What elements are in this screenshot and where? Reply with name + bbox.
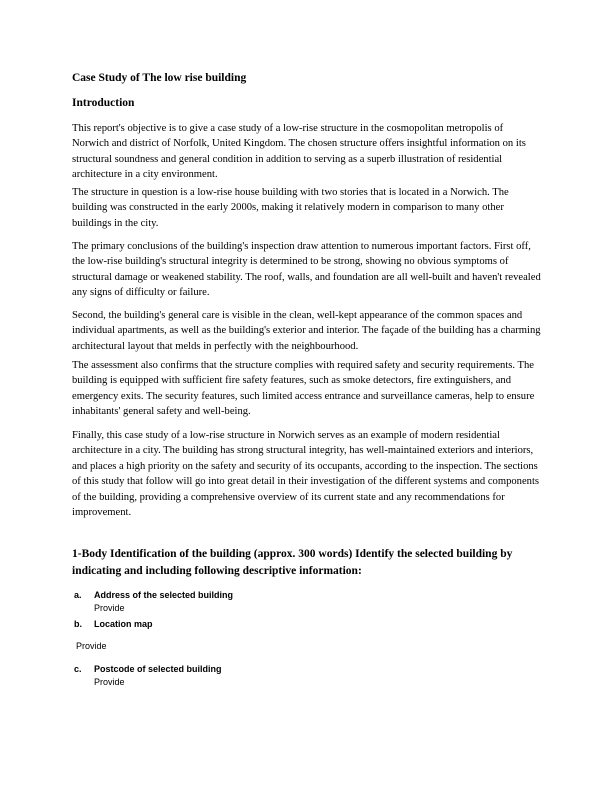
list-item-label: Location map [94,619,153,629]
list-marker: a. [74,590,82,600]
document-title: Case Study of The low rise building [72,72,247,84]
location-map-note: Provide [76,641,107,651]
introduction-paragraph: Finally, this case study of a low-rise structure in Norwich serves as an example of modern residential architecture in a city. The building has strong structural integrity, has well-maintained exteriors and interiors, and places a high priority on the safety and security of its occupants, according to the inspection. The sections of this study that follow will go into great detail in their investigation of the different systems and components of the building, providing a comprehensive overview of its current state and any recommendations for improvement. [72,430,540,519]
introduction-paragraph: The primary conclusions of the building's inspection draw attention to numerous important factors. First off, the low-rise building's structural integrity is determined to be strong, showing no obvious symptoms of structural damage or weakened stability. The roof, walls, and foundation are all well-built and haven't revealed any signs of difficulty or failure. [72,241,541,299]
list-item-note: Provide [94,603,125,613]
introduction-heading: Introduction [72,97,135,109]
list-item-note: Provide [94,677,125,687]
introduction-paragraph: The structure in question is a low-rise house building with two stories that is located in a Norwich. The building was constructed in the early 2000s, making it relatively modern in comparison to many other buildings in the city. [72,187,509,229]
section-1-heading: 1-Body Identification of the building (approx. 300 words) Identify the selected building by indicating and including following descriptive information: [72,548,513,577]
introduction-paragraph: Second, the building's general care is visible in the clean, well-kept appearance of the common spaces and individual apartments, as well as the building's exterior and interior. The façade of the building has a charming architectural layout that melds in perfectly with the neighbourhood. [72,310,541,352]
list-marker: c. [74,664,82,674]
list-item-label: Address of the selected building [94,590,234,600]
introduction-paragraph: The assessment also confirms that the structure complies with required safety and security requirements. The building is equipped with sufficient fire safety features, such as smoke detectors, fire extinguishers, and emergency exits. The security features, such limited access entrance and surveillance cameras, help to ensure inhabitants' general safety and well-being. [72,360,535,418]
list-item-label: Postcode of selected building [94,664,222,674]
introduction-paragraph: This report's objective is to give a case study of a low-rise structure in the cosmopolitan metropolis of Norwich and district of Norfolk, United Kingdom. The chosen structure offers insightful information on its structural soundness and general condition in addition to serving as a superb illustration of residential architecture in a city environment. [72,123,526,181]
list-marker: b. [74,619,82,629]
